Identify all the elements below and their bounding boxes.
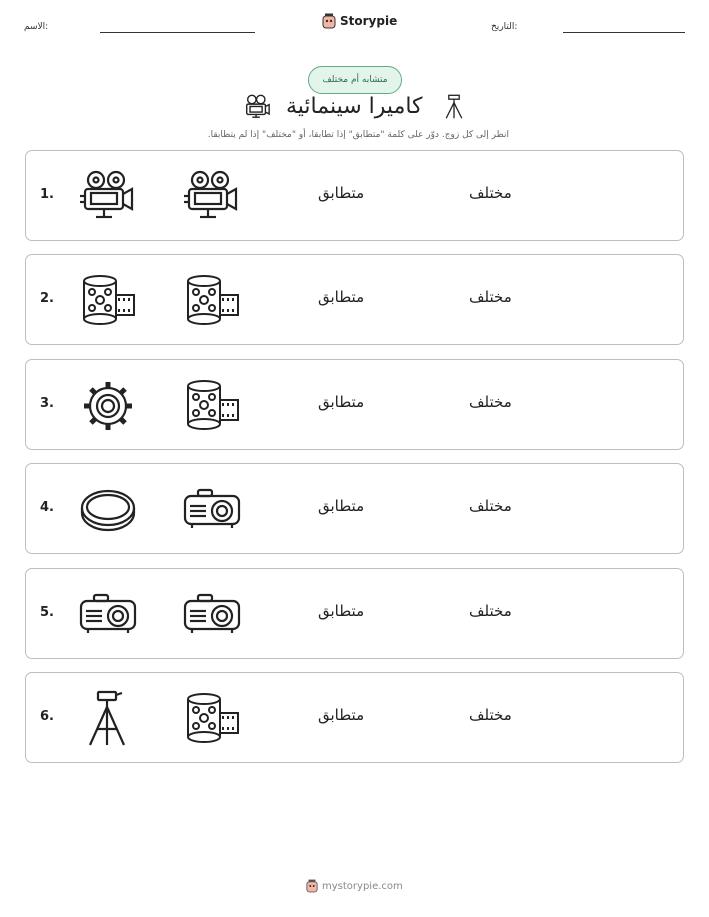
tripod-icon bbox=[78, 689, 138, 749]
brand-name: Storypie bbox=[340, 14, 398, 28]
question-row bbox=[25, 463, 684, 554]
name-line[interactable] bbox=[100, 32, 255, 33]
question-row bbox=[25, 359, 684, 450]
storypie-mascot-icon bbox=[322, 13, 336, 29]
option-different[interactable]: مختلف bbox=[469, 601, 512, 620]
movie-camera-icon bbox=[182, 167, 242, 227]
tripod-icon bbox=[441, 92, 467, 122]
storypie-mascot-icon bbox=[306, 879, 318, 893]
brand-logo bbox=[322, 13, 397, 29]
option-different[interactable]: مختلف bbox=[469, 288, 512, 307]
question-row bbox=[25, 672, 684, 763]
question-row bbox=[25, 254, 684, 345]
question-number: 1. bbox=[40, 187, 54, 202]
footer bbox=[306, 879, 403, 893]
question-row bbox=[25, 568, 684, 659]
projector-icon bbox=[182, 585, 242, 645]
option-same[interactable]: متطابق bbox=[318, 497, 365, 516]
question-number: 5. bbox=[40, 604, 54, 620]
film-reel-icon bbox=[182, 271, 242, 331]
question-number: 3. bbox=[40, 395, 54, 411]
question-number: 4. bbox=[40, 500, 54, 516]
option-same[interactable]: متطابق bbox=[318, 288, 365, 307]
activity-badge: متشابه أم مختلف bbox=[308, 66, 402, 94]
instructions: انظر إلى كل زوج. دوّر على كلمة "متطابق" إذا تطابقا، أو "مختلف" إذا لم يتطابقا. bbox=[207, 130, 509, 140]
question-number: 2. bbox=[40, 291, 54, 307]
option-different[interactable]: مختلف bbox=[469, 184, 512, 202]
name-label: الاسم: bbox=[24, 22, 49, 32]
projector-icon bbox=[78, 585, 138, 645]
option-different[interactable]: مختلف bbox=[469, 497, 512, 516]
date-line[interactable] bbox=[563, 32, 685, 33]
film-reel-icon bbox=[182, 376, 242, 436]
footer-url: mystorypie.com bbox=[322, 880, 403, 892]
option-different[interactable]: مختلف bbox=[469, 392, 512, 411]
film-reel-icon bbox=[182, 689, 242, 749]
lens-filter-icon bbox=[78, 480, 138, 540]
question-row bbox=[25, 150, 684, 241]
gear-icon bbox=[78, 376, 138, 436]
option-different[interactable]: مختلف bbox=[469, 706, 512, 724]
projector-icon bbox=[182, 480, 242, 540]
page-title: كاميرا سينمائية bbox=[286, 94, 423, 119]
title-row bbox=[0, 92, 709, 126]
film-reel-icon bbox=[78, 271, 138, 331]
question-number: 6. bbox=[40, 709, 54, 724]
date-label: التاريخ: bbox=[491, 22, 518, 32]
movie-camera-icon bbox=[242, 92, 272, 120]
option-same[interactable]: متطابق bbox=[318, 392, 365, 411]
option-same[interactable]: متطابق bbox=[318, 184, 365, 202]
movie-camera-icon bbox=[78, 167, 138, 227]
option-same[interactable]: متطابق bbox=[318, 601, 365, 620]
option-same[interactable]: متطابق bbox=[318, 706, 365, 724]
